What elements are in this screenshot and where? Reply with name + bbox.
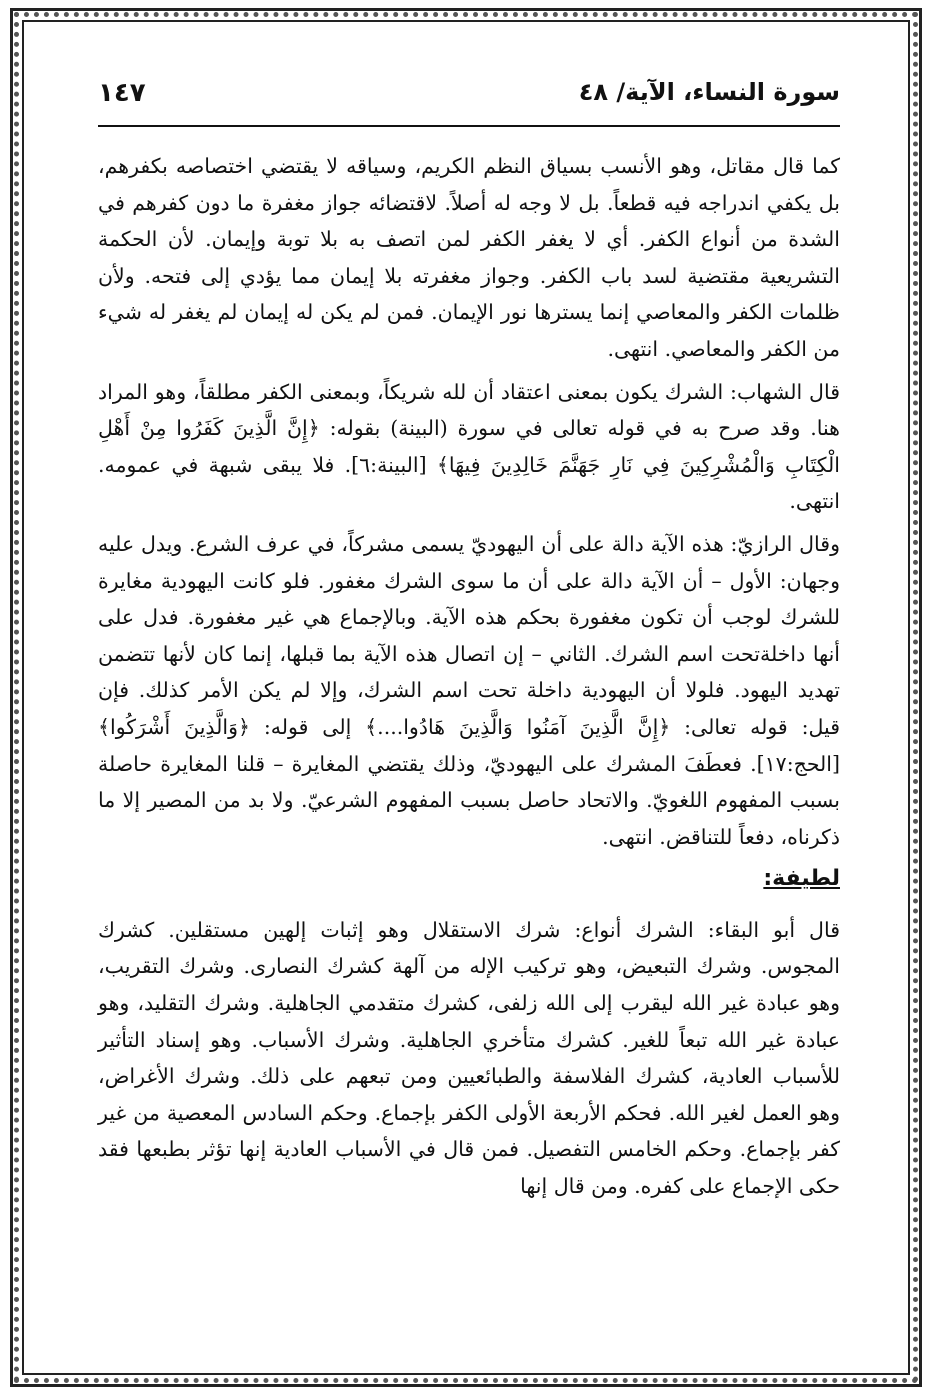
- page-body: [98, 148, 840, 1205]
- paragraph-shihab: قال الشهاب: الشرك يكون بمعنى اعتقاد أن لله شريكاً، وبمعنى الكفر مطلقاً، وهو المراد هنا. وقد صرح به في قوله تعالى في سورة (البينة) بقوله: ﴿إِنَّ الَّذِينَ كَفَرُوا مِنْ أَهْلِ الْكِتَابِ وَالْمُشْرِكِينَ فِي نَارِ جَهَنَّمَ خَالِدِينَ فِيهَا﴾ [البينة:٦]. فلا يبقى شبهة في عمومه. انتهى.: [98, 379, 840, 514]
- page-number: ١٤٧: [98, 78, 146, 108]
- page-header: [98, 78, 840, 118]
- paragraph-razi: وقال الرازيّ: هذه الآية دالة على أن اليهوديّ يسمى مشركاً، في عرف الشرع. ويدل عليه وجهان: الأول – أن الآية دالة على أن ما سوى الشرك مغفور. فلو كانت اليهودية مغايرة للشرك لوجب أن تكون مغفورة بحكم هذه الآية. وبالإجماع هي غير مغفورة. فدل على أنها داخلةتحت اسم الشرك. الثاني – إن اتصال هذه الآية بما قبلها، إنما كان لأنها تتضمن تهديد اليهود. فلولا أن اليهودية داخلة تحت اسم الشرك، وإلا لم يكن الأمر كذلك. فإن قيل: قوله تعالى: ﴿إِنَّ الَّذِينَ آمَنُوا وَالَّذِينَ هَادُوا....﴾ إلى قوله: ﴿وَالَّذِينَ أَشْرَكُوا﴾ [الحج:١٧]. فعطَفَ المشرك على اليهوديّ، وذلك يقتضي المغايرة – قلنا المغايرة حاصلة بسبب المفهوم اللغويّ. والاتحاد حاصل بسبب المفهوم الشرعيّ. ولا بد من المصير إلا ما ذكرناه، دفعاً للتناقض. انتهى.: [98, 531, 840, 849]
- running-title: سورة النساء، الآية/ ٤٨: [578, 78, 840, 106]
- paragraph-muqatil: كما قال مقاتل، وهو الأنسب بسياق النظم الكريم، وسياقه لا يقتضي اختصاصه بكفرهم، بل يكفي اندراجه فيه قطعاً. بل لا وجه له أصلاً. لاقتضائه جواز مغفرة ما دون كفرهم في الشدة من أنواع الكفر. أي لا يغفر الكفر لمن اتصف به بلا توبة وإيمان. لأن الحكمة التشريعية مقتضية لسد باب الكفر. وجواز مغفرته بلا إيمان مما يؤدي إلى فتحه. ولأن ظلمات الكفر والمعاصي إنما يسترها نور الإيمان. فمن لم يكن له إيمان لم يغفر له شيء من الكفر والمعاصي. انتهى.: [98, 154, 840, 361]
- header-rule: [98, 125, 840, 127]
- section-heading-latifa: لطيفة:: [763, 866, 840, 892]
- paragraph-abu-al-baqa: قال أبو البقاء: الشرك أنواع: شرك الاستقلال وهو إثبات إلهين مستقلين. كشرك المجوس. وشرك التبعيض، وهو تركيب الإله من آلهة كشرك النصارى. وشرك التقريب، وهو عبادة غير الله ليقرب إلى الله زلفى، كشرك متقدمي الجاهلية. وشرك التقليد، وهو عبادة غير الله تبعاً للغير. كشرك متأخري الجاهلية. وشرك الأسباب. وهو إسناد التأثير للأسباب العادية، كشرك الفلاسفة والطبائعيين ومن تبعهم على ذلك. وشرك الأغراض، وهو العمل لغير الله. فحكم الأربعة الأولى الكفر بإجماع. وحكم السادس المعصية من غير كفر بإجماع. وحكم الخامس التفصيل. فمن قال في الأسباب العادية إنها تؤثر بطبعها فقد حكى الإجماع على كفره. ومن قال إنها: [98, 917, 840, 1199]
